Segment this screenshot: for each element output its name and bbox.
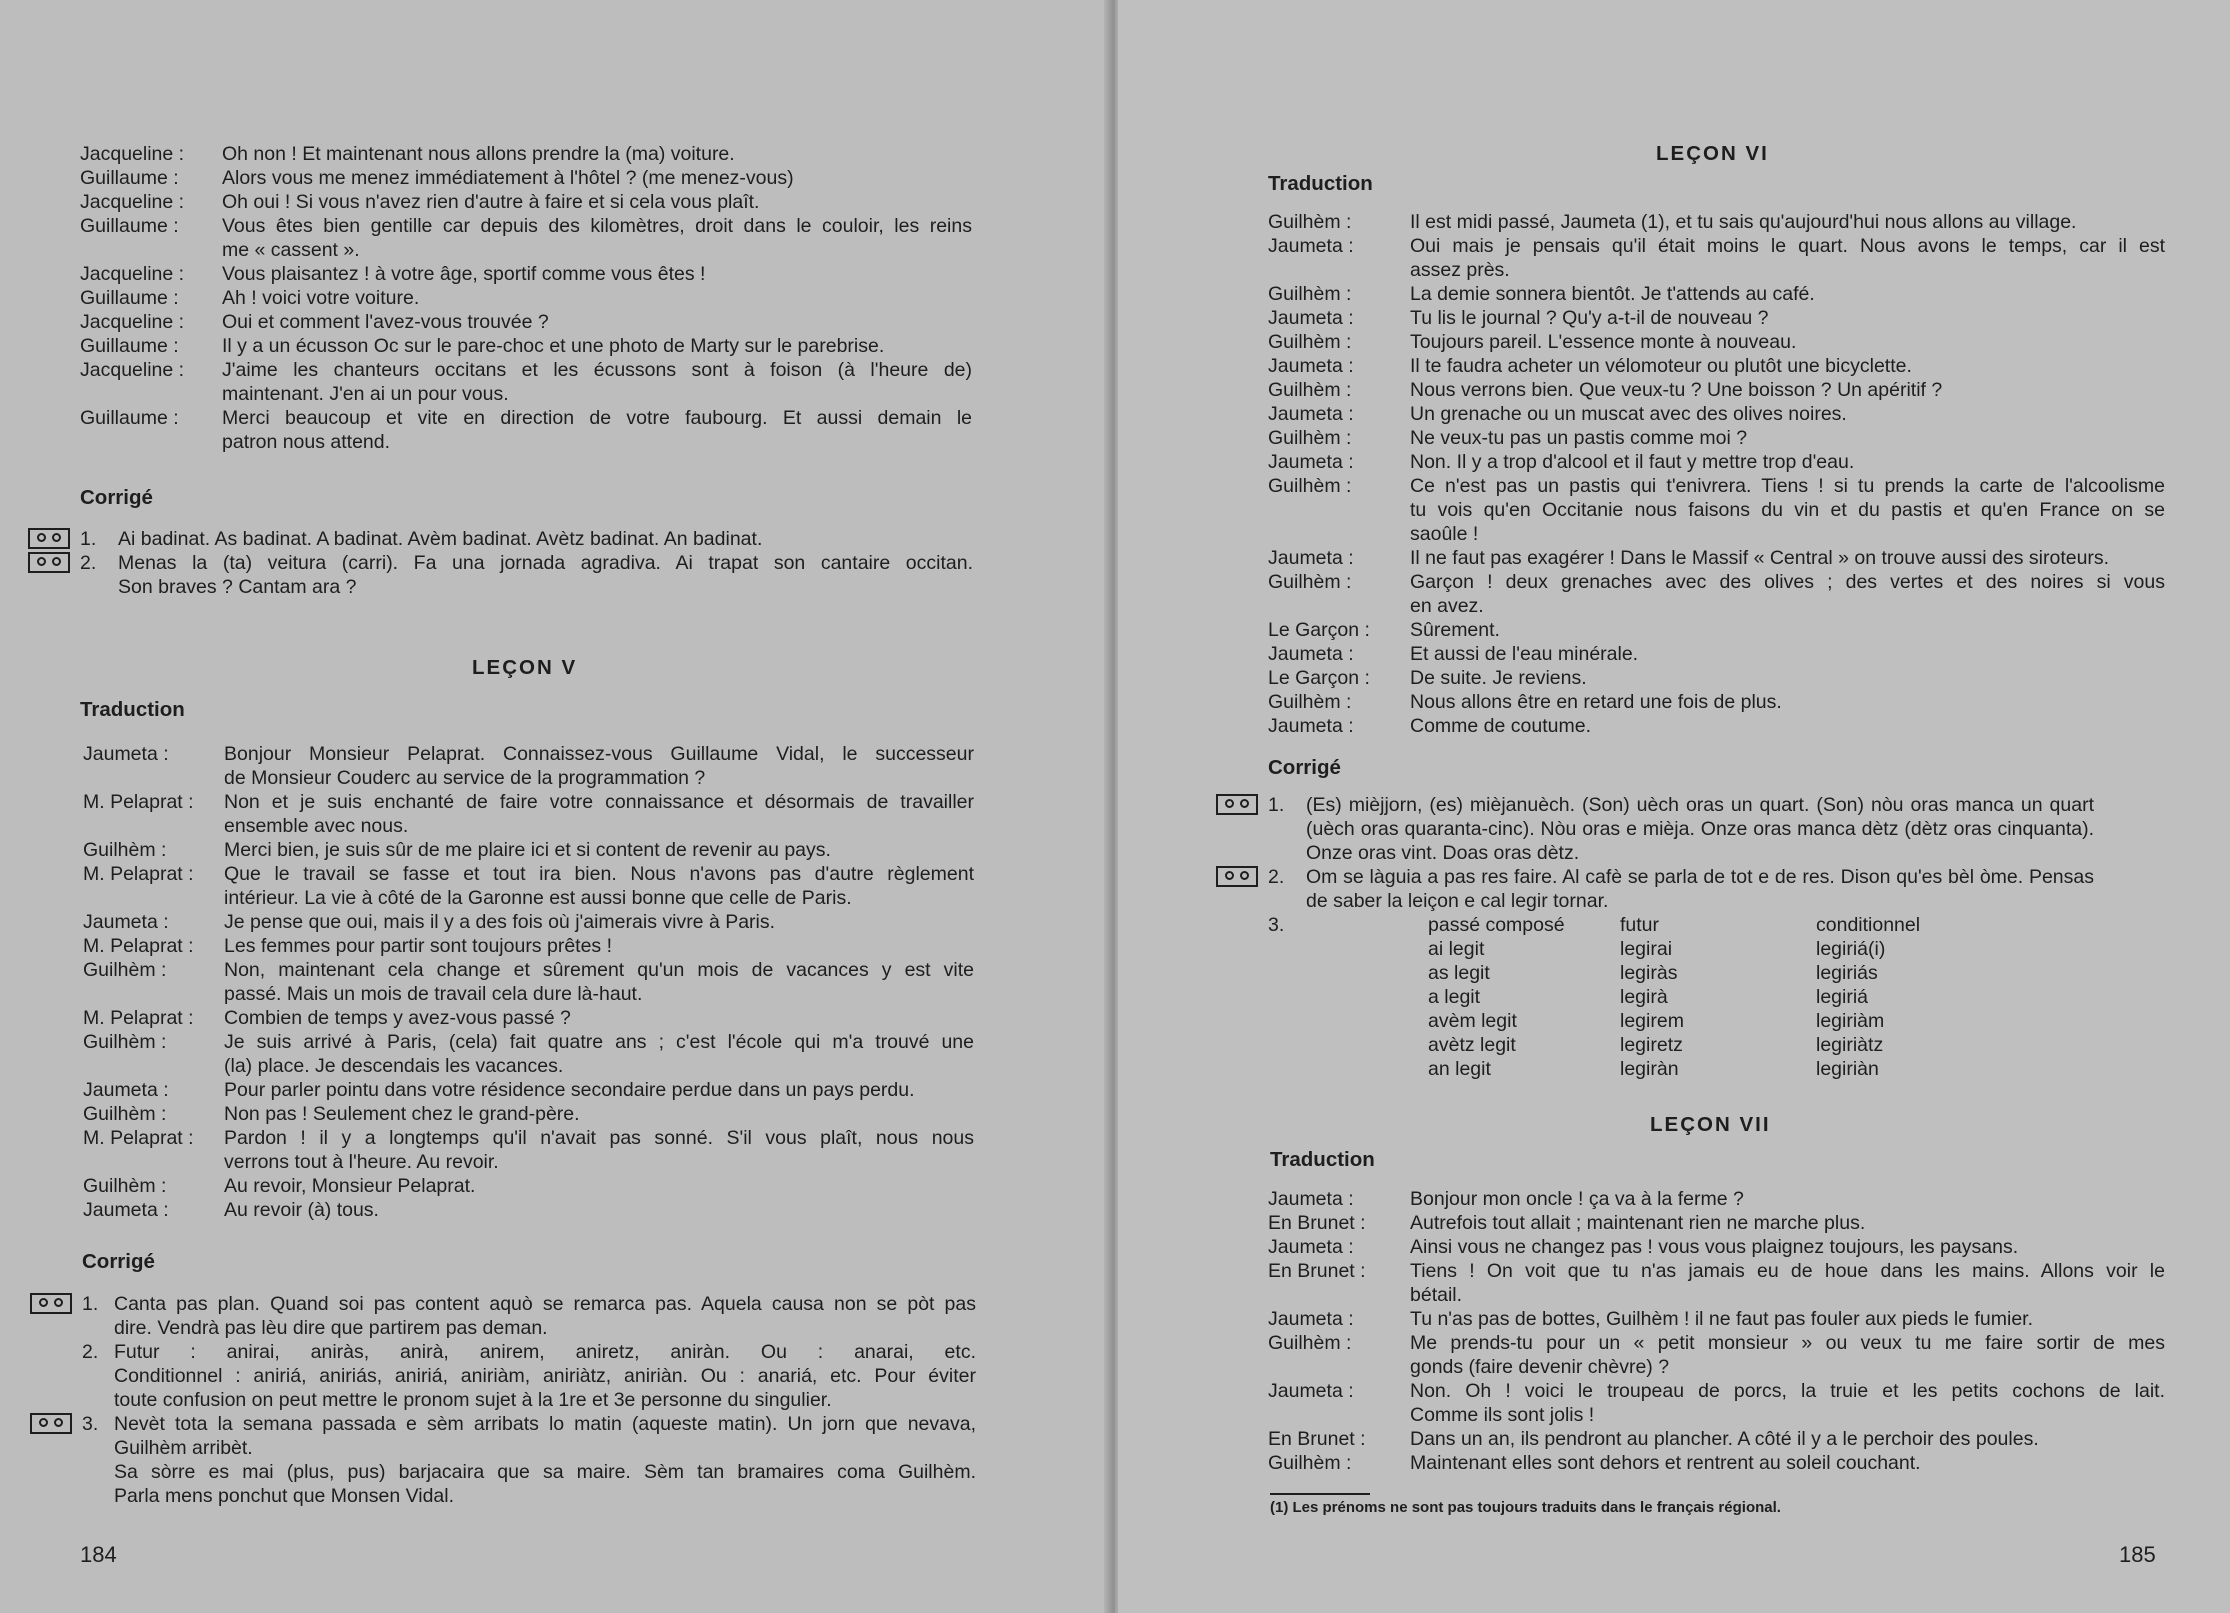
speaker-name: Guilhèm : <box>1268 475 1352 497</box>
speaker-name: Jaumeta : <box>1268 1236 1354 1258</box>
dialogue-line: Ce n'est pas un pastis qui t'enivrera. Tiens ! si tu prends la carte de l'alcoolisme <box>1410 475 2165 497</box>
table-cell: legiràn <box>1620 1058 1679 1080</box>
item-number: 2. <box>80 552 97 574</box>
dialogue-line: Autrefois tout allait ; maintenant rien ne marche plus. <box>1410 1212 1866 1234</box>
item-number: 2. <box>1268 866 1285 888</box>
speaker-name: Jaumeta : <box>1268 235 1354 257</box>
speaker-name: Guilhèm : <box>83 959 167 981</box>
traduction-heading: Traduction <box>1270 1148 1375 1171</box>
cassette-icon <box>1216 866 1258 887</box>
cassette-icon <box>30 1293 72 1314</box>
footnote-rule <box>1270 1493 1370 1495</box>
dialogue-line: Je pense que oui, mais il y a des fois où j'aimerais vivre à Paris. <box>224 911 776 933</box>
exercise-line: Conditionnel : aniriá, aniriás, aniriá, aniriàm, aniriàtz, aniriàn. Ou : anariá, etc. Pour éviter <box>114 1365 976 1387</box>
dialogue-line: Garçon ! deux grenaches avec des olives ; des vertes et des noires si vous <box>1410 571 2165 593</box>
cassette-icon <box>1216 794 1258 815</box>
page-number: 184 <box>80 1542 117 1567</box>
table-cell: legiriàn <box>1816 1058 1879 1080</box>
dialogue-line: Un grenache ou un muscat avec des olives noires. <box>1410 403 1847 425</box>
table-cell: legiriàtz <box>1816 1034 1884 1056</box>
exercise-line: Onze oras vint. Doas oras dètz. <box>1306 842 1580 864</box>
speaker-name: Jacqueline : <box>80 143 185 165</box>
table-cell: legiretz <box>1620 1034 1683 1056</box>
exercise-line: Sa sòrre es mai (plus, pus) barjacaira que sa maire. Sèm tan bramaires coma Guilhèm. <box>114 1461 976 1483</box>
speaker-name: Le Garçon : <box>1268 667 1370 689</box>
table-header: futur <box>1620 914 1660 936</box>
item-number: 2. <box>82 1341 99 1363</box>
speaker-name: Guillaume : <box>80 215 179 237</box>
table-cell: ai legit <box>1428 938 1485 960</box>
dialogue-line: Sûrement. <box>1410 619 1500 641</box>
speaker-name: En Brunet : <box>1268 1428 1366 1450</box>
dialogue-line: saoûle ! <box>1410 523 1479 545</box>
speaker-name: Jacqueline : <box>80 191 185 213</box>
table-cell: legirai <box>1620 938 1673 960</box>
table-cell: avètz legit <box>1428 1034 1516 1056</box>
speaker-name: Guilhèm : <box>83 1175 167 1197</box>
dialogue-line: Oui et comment l'avez-vous trouvée ? <box>222 311 549 333</box>
footnote: (1) Les prénoms ne sont pas toujours traduits dans le français régional. <box>1270 1499 1781 1516</box>
dialogue-line: (la) place. Je descendais les vacances. <box>224 1055 564 1077</box>
corrige-heading: Corrigé <box>82 1250 155 1273</box>
exercise-line: toute confusion on peut mettre le pronom sujet à la 1re et 3e personne du singulier. <box>114 1389 832 1411</box>
speaker-name: Guilhèm : <box>1268 211 1352 233</box>
dialogue-line: Nous verrons bien. Que veux-tu ? Une boisson ? Un apéritif ? <box>1410 379 1943 401</box>
dialogue-line: Que le travail se fasse et tout ira bien. Nous n'avons pas d'autre règlement <box>224 863 974 885</box>
speaker-name: En Brunet : <box>1268 1260 1366 1282</box>
speaker-name: Guillaume : <box>80 407 179 429</box>
item-number: 1. <box>80 528 97 550</box>
exercise-line: Son braves ? Cantam ara ? <box>118 576 357 598</box>
dialogue-line: Non et je suis enchanté de faire votre connaissance et désormais de travailler <box>224 791 974 813</box>
dialogue-line: Oui mais je pensais qu'il était moins le quart. Nous avons le temps, car il est <box>1410 235 2165 257</box>
speaker-name: Guillaume : <box>80 335 179 357</box>
dialogue-line: maintenant. J'en ai un pour vous. <box>222 383 509 405</box>
dialogue-line: Combien de temps y avez-vous passé ? <box>224 1007 571 1029</box>
dialogue-line: Je suis arrivé à Paris, (cela) fait quatre ans ; c'est l'école qui m'a trouvé une <box>224 1031 974 1053</box>
speaker-name: M. Pelaprat : <box>83 791 194 813</box>
dialogue-line: Non. Il y a trop d'alcool et il faut y mettre trop d'eau. <box>1410 451 1855 473</box>
table-header: passé composé <box>1428 914 1565 936</box>
dialogue-line: Au revoir (à) tous. <box>224 1199 379 1221</box>
dialogue-line: Il est midi passé, Jaumeta (1), et tu sais qu'aujourd'hui nous allons au village. <box>1410 211 2077 233</box>
table-cell: an legit <box>1428 1058 1491 1080</box>
exercise-line: de saber la leiçon e cal legir tornar. <box>1306 890 1609 912</box>
cassette-icon <box>28 528 70 549</box>
dialogue-line: Alors vous me menez immédiatement à l'hôtel ? (me menez-vous) <box>222 167 794 189</box>
corrige-heading: Corrigé <box>1268 756 1341 779</box>
speaker-name: Jaumeta : <box>83 1199 169 1221</box>
dialogue-line: Les femmes pour partir sont toujours prêtes ! <box>224 935 613 957</box>
page-number: 185 <box>2119 1542 2156 1567</box>
speaker-name: Jacqueline : <box>80 311 185 333</box>
cassette-icon <box>28 552 70 573</box>
speaker-name: Jaumeta : <box>1268 643 1354 665</box>
speaker-name: Guilhèm : <box>83 1103 167 1125</box>
speaker-name: Jaumeta : <box>1268 403 1354 425</box>
speaker-name: Jaumeta : <box>1268 547 1354 569</box>
speaker-name: Jaumeta : <box>83 911 169 933</box>
speaker-name: Guilhèm : <box>83 839 167 861</box>
dialogue-line: Comme de coutume. <box>1410 715 1591 737</box>
speaker-name: Jaumeta : <box>1268 1188 1354 1210</box>
dialogue-line: Ainsi vous ne changez pas ! vous vous plaignez toujours, les paysans. <box>1410 1236 2019 1258</box>
dialogue-line: Maintenant elles sont dehors et rentrent au soleil couchant. <box>1410 1452 1921 1474</box>
dialogue-line: Vous plaisantez ! à votre âge, sportif comme vous êtes ! <box>222 263 706 285</box>
dialogue-line: Ne veux-tu pas un pastis comme moi ? <box>1410 427 1748 449</box>
speaker-name: M. Pelaprat : <box>83 935 194 957</box>
exercise-line: Guilhèm arribèt. <box>114 1437 253 1459</box>
dialogue-line: Tu lis le journal ? Qu'y a-t-il de nouveau ? <box>1410 307 1769 329</box>
dialogue-line: Il y a un écusson Oc sur le pare-choc et une photo de Marty sur le parebrise. <box>222 335 885 357</box>
dialogue-line: tu vois qu'en Occitanie nous faisons du vin et du pastis et qu'en France on se <box>1410 499 2165 521</box>
table-cell: legirà <box>1620 986 1668 1008</box>
lecon-title: LEÇON VII <box>1650 1113 1771 1136</box>
table-cell: legiriá(i) <box>1816 938 1886 960</box>
dialogue-line: Au revoir, Monsieur Pelaprat. <box>224 1175 476 1197</box>
speaker-name: Jaumeta : <box>1268 307 1354 329</box>
table-cell: legiriás <box>1816 962 1878 984</box>
dialogue-line: Il te faudra acheter un vélomoteur ou plutôt une bicyclette. <box>1410 355 1912 377</box>
dialogue-line: passé. Mais un mois de travail cela dure là-haut. <box>224 983 643 1005</box>
dialogue-line: De suite. Je reviens. <box>1410 667 1587 689</box>
corrige-heading: Corrigé <box>80 486 153 509</box>
speaker-name: Guillaume : <box>80 287 179 309</box>
dialogue-line: Pour parler pointu dans votre résidence secondaire perdue dans un pays perdu. <box>224 1079 915 1101</box>
dialogue-line: ensemble avec nous. <box>224 815 409 837</box>
cassette-icon <box>30 1413 72 1434</box>
dialogue-line: Bonjour mon oncle ! ça va à la ferme ? <box>1410 1188 1744 1210</box>
table-cell: legirem <box>1620 1010 1684 1032</box>
speaker-name: Guilhèm : <box>1268 427 1352 449</box>
speaker-name: Jaumeta : <box>1268 1380 1354 1402</box>
speaker-name: Guilhèm : <box>1268 283 1352 305</box>
item-number: 3. <box>1268 914 1285 936</box>
dialogue-line: Non pas ! Seulement chez le grand-père. <box>224 1103 580 1125</box>
left-page <box>0 0 1112 1613</box>
dialogue-line: Pardon ! il y a longtemps qu'il n'avait pas sonné. S'il vous plaît, nous nous <box>224 1127 974 1149</box>
dialogue-line: Me prends-tu pour un « petit monsieur » ou veux tu me faire sortir de mes <box>1410 1332 2165 1354</box>
dialogue-line: intérieur. La vie à côté de la Garonne est aussi bonne que celle de Paris. <box>224 887 852 909</box>
traduction-heading: Traduction <box>80 698 185 721</box>
dialogue-line: Dans un an, ils pendront au plancher. A côté il y a le perchoir des poules. <box>1410 1428 2039 1450</box>
dialogue-line: Non. Oh ! voici le troupeau de porcs, la truie et les petits cochons de lait. <box>1410 1380 2165 1402</box>
dialogue-line: La demie sonnera bientôt. Je t'attends au café. <box>1410 283 1815 305</box>
speaker-name: Jaumeta : <box>83 1079 169 1101</box>
dialogue-line: verrons tout à l'heure. Au revoir. <box>224 1151 499 1173</box>
speaker-name: Guilhèm : <box>1268 331 1352 353</box>
speaker-name: Jaumeta : <box>1268 355 1354 377</box>
exercise-line: Parla mens ponchut que Monsen Vidal. <box>114 1485 455 1507</box>
traduction-heading: Traduction <box>1268 172 1373 195</box>
speaker-name: Guilhèm : <box>1268 379 1352 401</box>
exercise-line: Menas la (ta) veitura (carri). Fa una jornada agradiva. Ai trapat son cantaire occitan. <box>118 552 973 574</box>
item-number: 3. <box>82 1413 99 1435</box>
dialogue-line: Toujours pareil. L'essence monte à nouveau. <box>1410 331 1797 353</box>
speaker-name: Guilhèm : <box>1268 1332 1352 1354</box>
dialogue-line: Vous êtes bien gentille car depuis des kilomètres, droit dans le couloir, les reins <box>222 215 972 237</box>
lecon-title: LEÇON V <box>472 656 578 679</box>
dialogue-line: Non, maintenant cela change et sûrement qu'un mois de vacances y est vite <box>224 959 974 981</box>
dialogue-line: Bonjour Monsieur Pelaprat. Connaissez-vous Guillaume Vidal, le successeur <box>224 743 974 765</box>
speaker-name: Jaumeta : <box>1268 451 1354 473</box>
dialogue-line: patron nous attend. <box>222 431 391 453</box>
dialogue-line: Oh oui ! Si vous n'avez rien d'autre à faire et si cela vous plaît. <box>222 191 760 213</box>
dialogue-line: me « cassent ». <box>222 239 360 261</box>
dialogue-line: Merci bien, je suis sûr de me plaire ici et si content de revenir au pays. <box>224 839 831 861</box>
speaker-name: Guilhèm : <box>1268 691 1352 713</box>
speaker-name: M. Pelaprat : <box>83 1127 194 1149</box>
exercise-line: Canta pas plan. Quand soi pas content aquò se remarca pas. Aquela causa non se pòt pas <box>114 1293 976 1315</box>
dialogue-line: Tu n'as pas de bottes, Guilhèm ! il ne faut pas fouler aux pieds le fumier. <box>1410 1308 2034 1330</box>
speaker-name: Guilhèm : <box>83 1031 167 1053</box>
speaker-name: Guillaume : <box>80 167 179 189</box>
speaker-name: Guilhèm : <box>1268 1452 1352 1474</box>
exercise-line: Om se làguia a pas res faire. Al cafè se parla de tot e de res. Dison qu'es bèl òme. Pensas <box>1306 866 2094 888</box>
dialogue-line: bétail. <box>1410 1284 1463 1306</box>
speaker-name: Jaumeta : <box>1268 1308 1354 1330</box>
speaker-name: En Brunet : <box>1268 1212 1366 1234</box>
table-cell: legiriàm <box>1816 1010 1885 1032</box>
dialogue-line: assez près. <box>1410 259 1510 281</box>
exercise-line: Futur : anirai, aniràs, anirà, anirem, aniretz, aniràn. Ou : anarai, etc. <box>114 1341 976 1363</box>
item-number: 1. <box>1268 794 1285 816</box>
speaker-name: Jaumeta : <box>1268 715 1354 737</box>
table-cell: avèm legit <box>1428 1010 1517 1032</box>
dialogue-line: Nous allons être en retard une fois de plus. <box>1410 691 1782 713</box>
speaker-name: Jacqueline : <box>80 359 185 381</box>
exercise-line: (uèch oras quaranta-cinc). Nòu oras e mièja. Onze oras manca dètz (dètz oras cinquanta). <box>1306 818 2094 840</box>
speaker-name: M. Pelaprat : <box>83 863 194 885</box>
dialogue-line: Tiens ! On voit que tu n'as jamais eu de houe dans les mains. Allons voir le <box>1410 1260 2165 1282</box>
table-header: conditionnel <box>1816 914 1921 936</box>
speaker-name: Guilhèm : <box>1268 571 1352 593</box>
item-number: 1. <box>82 1293 99 1315</box>
dialogue-line: Et aussi de l'eau minérale. <box>1410 643 1639 665</box>
dialogue-line: Oh non ! Et maintenant nous allons prendre la (ma) voiture. <box>222 143 735 165</box>
dialogue-line: Ah ! voici votre voiture. <box>222 287 420 309</box>
right-page <box>1118 0 2230 1613</box>
speaker-name: Le Garçon : <box>1268 619 1370 641</box>
exercise-line: Ai badinat. As badinat. A badinat. Avèm badinat. Avètz badinat. An badinat. <box>118 528 763 550</box>
speaker-name: Jacqueline : <box>80 263 185 285</box>
table-cell: as legit <box>1428 962 1490 984</box>
dialogue-line: en avez. <box>1410 595 1484 617</box>
exercise-line: Nevèt tota la semana passada e sèm arribats lo matin (aqueste matin). Un jorn que nevava, <box>114 1413 976 1435</box>
exercise-line: dire. Vendrà pas lèu dire que partirem pas deman. <box>114 1317 548 1339</box>
speaker-name: M. Pelaprat : <box>83 1007 194 1029</box>
table-cell: legiràs <box>1620 962 1678 984</box>
table-cell: legiriá <box>1816 986 1869 1008</box>
exercise-line: (Es) mièjjorn, (es) mièjanuèch. (Son) uèch oras un quart. (Son) nòu oras manca un quart <box>1306 794 2094 816</box>
lecon-title: LEÇON VI <box>1656 142 1769 165</box>
dialogue-line: Comme ils sont jolis ! <box>1410 1404 1595 1426</box>
dialogue-line: Merci beaucoup et vite en direction de votre faubourg. Et aussi demain le <box>222 407 972 429</box>
dialogue-line: J'aime les chanteurs occitans et les écussons sont à foison (à l'heure de) <box>222 359 972 381</box>
dialogue-line: de Monsieur Couderc au service de la programmation ? <box>224 767 706 789</box>
table-cell: a legit <box>1428 986 1481 1008</box>
speaker-name: Jaumeta : <box>83 743 169 765</box>
dialogue-line: gonds (faire devenir chèvre) ? <box>1410 1356 1670 1378</box>
dialogue-line: Il ne faut pas exagérer ! Dans le Massif « Central » on trouve aussi des siroteurs. <box>1410 547 2110 569</box>
